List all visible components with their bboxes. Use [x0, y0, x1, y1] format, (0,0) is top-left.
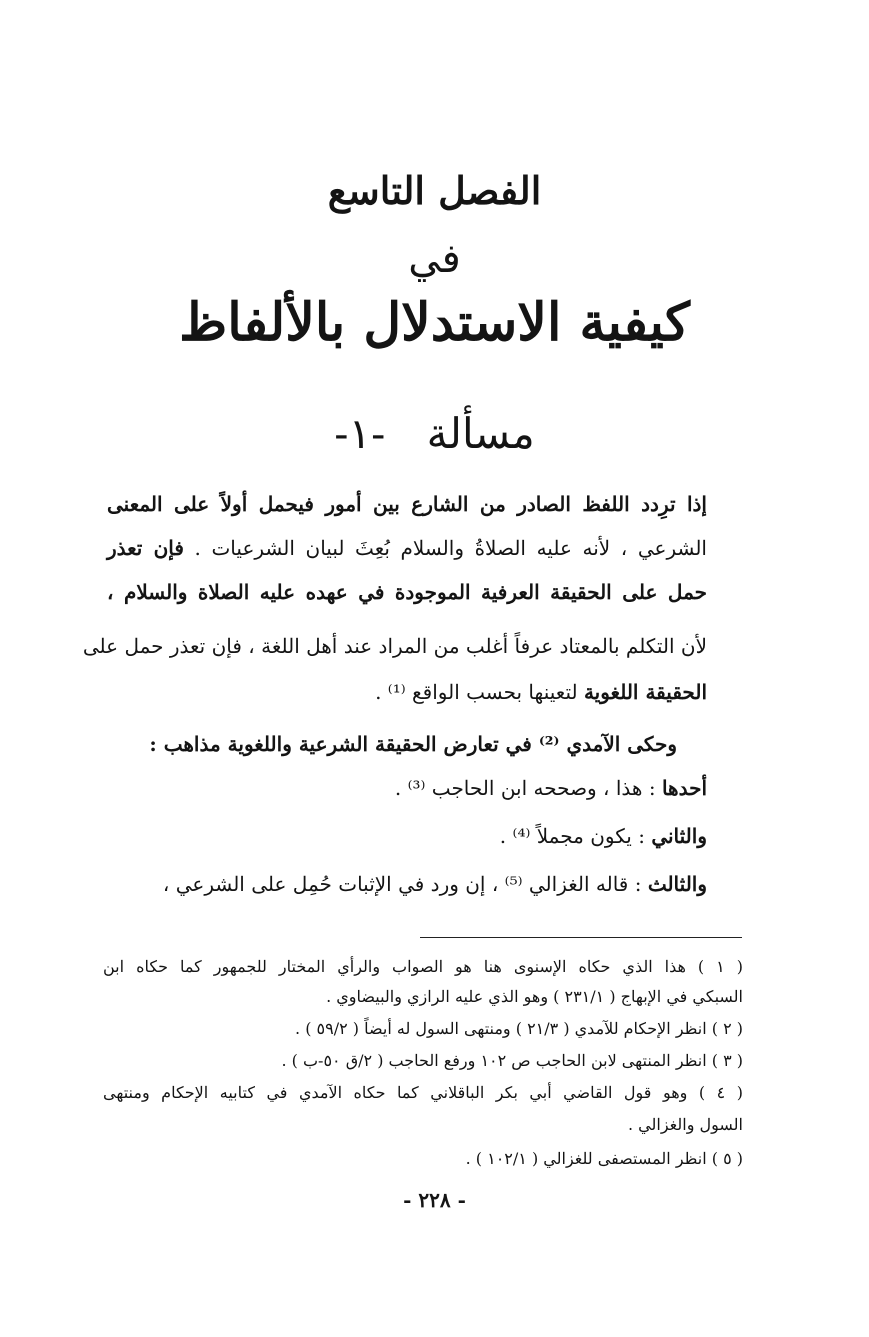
body-line — [107, 578, 707, 606]
footnote-line: ( ٥ ) انظر المستصفى للغزالي ( ١٠٢/١ ) . — [465, 1149, 743, 1168]
masala-number: -١- — [334, 409, 386, 458]
bold-text: أحدها — [661, 776, 707, 800]
bold-text: إذا ترِدد اللفظ الصادر من الشارع بين أمور فيحمل أولاً على المعنى — [107, 492, 707, 516]
bold-text: والثاني — [651, 824, 707, 848]
body-line — [395, 774, 707, 802]
chapter-title: الفصل التاسع — [327, 168, 542, 213]
bold-text: فإن تعذر — [107, 536, 184, 560]
text-segment: لأن التكلم بالمعتاد عرفاً أغلب من المراد عند أهل اللغة ، فإن تعذر حمل على — [82, 634, 707, 658]
bold-text: والثالث — [647, 872, 707, 896]
masala-heading — [0, 404, 869, 464]
body-line — [500, 822, 707, 850]
text-segment: : هذا ، وصححه ابن الحاجب ⁽³⁾ . — [394, 776, 662, 800]
bold-text: وحكى الآمدي ⁽²⁾ في تعارض الحقيقة الشرعية واللغوية مذاهب : — [149, 732, 677, 756]
footnote-line: ( ٣ ) انظر المنتهى لابن الحاجب ص ١٠٢ ورفع الحاجب ( ٢/ق ٥٠-ب ) . — [281, 1051, 743, 1070]
bold-text: حمل على الحقيقة العرفية الموجودة في عهده عليه الصلاة والسلام ، — [107, 580, 707, 604]
body-line — [149, 730, 677, 758]
preposition-fi: في — [408, 236, 461, 282]
body-line — [375, 678, 707, 706]
topic-title: كيفية الاستدلال بالألفاظ — [179, 292, 690, 353]
text-segment: الشرعي ، لأنه عليه الصلاةُ والسلام بُعِثَ لبيان الشرعيات . — [183, 536, 707, 560]
text-segment: : قاله الغزالي ⁽⁵⁾ ، إن ورد في الإثبات حُمِل على الشرعي ، — [162, 872, 648, 896]
body-line — [163, 870, 707, 898]
footnote-line: ( ٤ ) وهو قول القاضي أبي بكر الباقلاني كما حكاه الآمدي في كتابيه الإحكام ومنتهى — [103, 1083, 744, 1102]
text-segment: : يكون مجملاً ⁽⁴⁾ . — [499, 824, 652, 848]
body-line — [107, 490, 707, 518]
body-line — [107, 534, 707, 562]
footnote-line: السول والغزالي . — [628, 1115, 743, 1134]
masala-label: مسألة — [426, 409, 535, 458]
footnote-separator — [420, 937, 742, 938]
footnote-line: السبكي في الإبهاج ( ٢٣١/١ ) وهو الذي عليه الرازي والبيضاوي . — [326, 987, 743, 1006]
text-segment: لتعينها بحسب الواقع ⁽¹⁾ . — [375, 680, 584, 704]
footnote-line: ( ١ ) هذا الذي حكاه الإسنوى هنا هو الصواب والرأي المختار للجمهور كما حكاه ابن — [103, 957, 744, 976]
page-number: - ٢٢٨ - — [403, 1188, 466, 1212]
footnote-line: ( ٢ ) انظر الإحكام للآمدي ( ٢١/٣ ) ومنتهى السول له أيضاً ( ٥٩/٢ ) . — [295, 1019, 743, 1038]
body-line — [82, 632, 707, 660]
bold-text: الحقيقة اللغوية — [583, 680, 707, 704]
